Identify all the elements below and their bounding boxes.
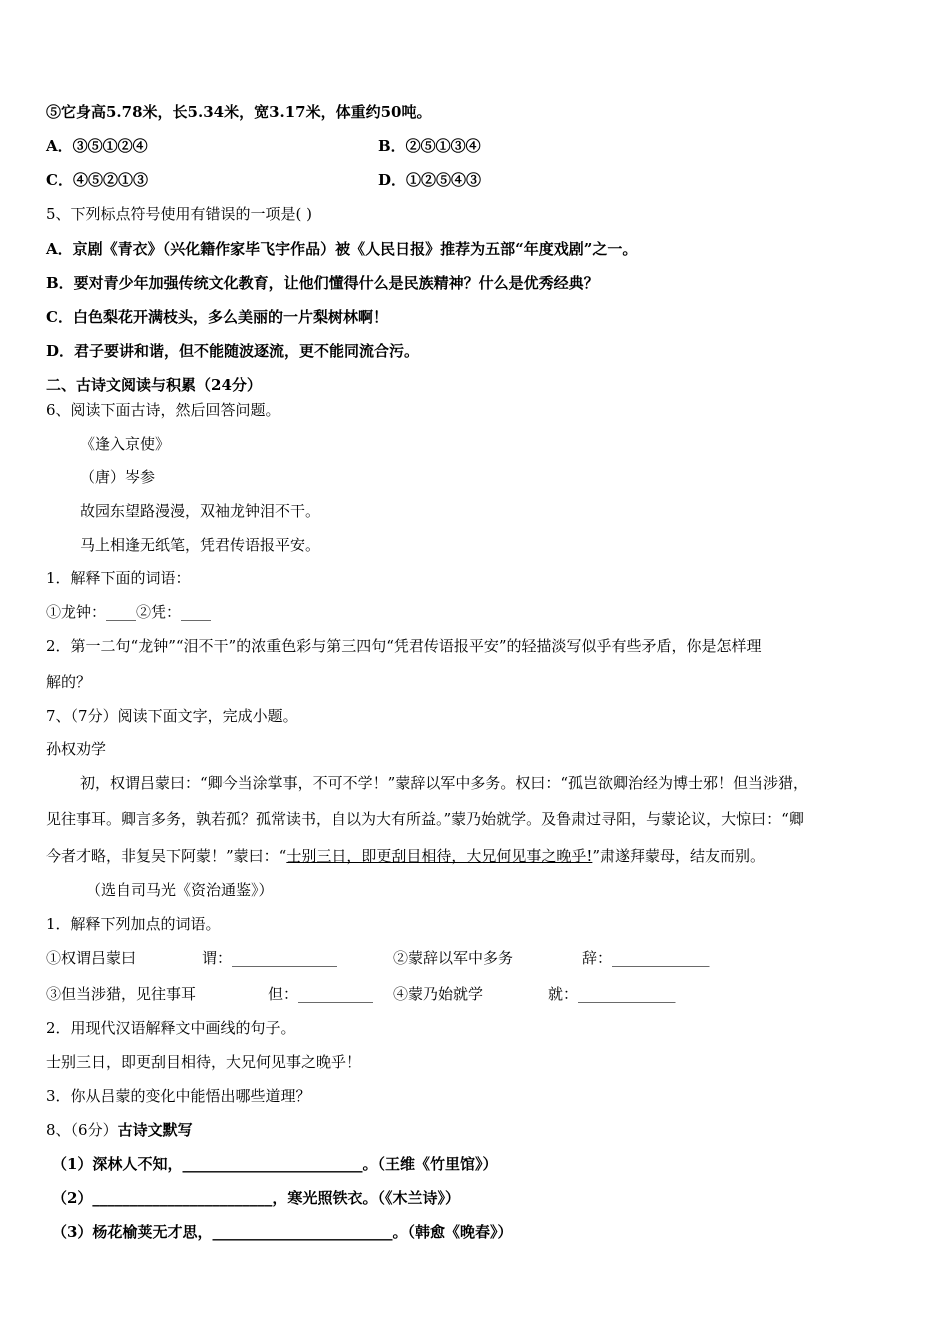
passage-source: （选自司马光《资治通鉴》） [86, 881, 274, 899]
q7-sub1: 1．解释下列加点的词语。 [46, 915, 221, 933]
q5-option-c: C．白色梨花开满枝头，多么美丽的一片梨树林啊！ [46, 308, 388, 326]
q4-option-b: B．②⑤①③④ [378, 137, 481, 155]
section2-heading: 二、古诗文阅读与积累（24分） [46, 376, 262, 394]
underlined-sentence: 士别三日，即更刮目相待，大兄何见事之晚乎! [286, 847, 593, 865]
q8-line-1: （1）深林人不知，________________________。（王维《竹里馆》） [52, 1155, 498, 1173]
q5-stem [46, 203, 312, 225]
q7-stem: 7、（7分）阅读下面文字，完成小题。 [46, 707, 298, 725]
q5-option-d: D．君子要讲和谐，但不能随波逐流，更不能同流合污。 [46, 342, 420, 360]
q8-line-2: （2）________________________，寒光照铁衣。（《木兰诗》） [52, 1189, 460, 1207]
q4-option-c: C．④⑤②①③ [46, 171, 148, 189]
q8-stem [46, 1119, 193, 1141]
q7-sub2-sentence: 士别三日，即更刮目相待，大兄何见事之晚乎！ [46, 1053, 362, 1071]
poem-line-2: 马上相逢无纸笔，凭君传语报平安。 [80, 536, 321, 554]
q5-option-a: A．京剧《青衣》（兴化籍作家毕飞宇作品）被《人民日报》推荐为五部“年度戏剧”之一。 [46, 240, 638, 258]
q7-word-1: ①权谓吕蒙曰 [46, 949, 137, 967]
passage-para-3-b: ”肃遂拜蒙母，结友而别。 [592, 847, 766, 865]
q8-stem-title: 古诗文默写 [117, 1121, 193, 1139]
passage-para-2: 见往事耳。卿言多务，孰若孤？孤常读书，自以为大有所益。”蒙乃始就学。及鲁肃过寻阳，与蒙论议，大惊曰：“卿 [46, 810, 804, 828]
passage-para-3 [46, 845, 765, 867]
q7-word-3: ③但当涉猎，见往事耳 [46, 985, 197, 1003]
q8-line-3: （3）杨花榆荚无才思，________________________。（韩愈《晚春》） [52, 1223, 513, 1241]
q7-sub2: 2．用现代汉语解释文中画线的句子。 [46, 1019, 296, 1037]
q7-word-1-answer: 谓：______________ [202, 949, 338, 967]
passage-para-1: 初，权谓吕蒙曰：“卿今当涂掌事，不可不学！”蒙辞以军中多务。权曰：“孤岂欲卿治经为博士邪！但当涉猎， [80, 774, 809, 792]
q7-word-3-answer: 但：__________ [268, 985, 374, 1003]
q7-sub3: 3．你从吕蒙的变化中能悟出哪些道理？ [46, 1087, 311, 1105]
q5-stem-text: 5、下列标点符号使用有错误的一项是( ) [46, 205, 313, 223]
q6-sub1: 1．解释下面的词语： [46, 569, 191, 587]
q5-option-b: B．要对青少年加强传统文化教育，让他们懂得什么是民族精神？什么是优秀经典？ [46, 274, 599, 292]
q7-word-2-answer: 辞：_____________ [582, 949, 710, 967]
q6-sub1-items: ①龙钟：____②凭：____ [46, 603, 212, 621]
passage-para-3-a: 今者才略，非复吴下阿蒙！”蒙曰：“ [46, 847, 287, 865]
q7-word-2: ②蒙辞以军中多务 [393, 949, 514, 967]
q7-word-4: ④蒙乃始就学 [393, 985, 484, 1003]
q8-stem-score: 8、（6分） [46, 1121, 118, 1139]
q6-sub2-line1: 2．第一二句“龙钟”“泪不干”的浓重色彩与第三四句“凭君传语报平安”的轻描淡写似乎有些矛盾，你是怎样理 [46, 637, 762, 655]
q4-option-a: A．③⑤①②④ [46, 137, 148, 155]
poem-title: 《逢入京使》 [80, 435, 171, 453]
q7-word-4-answer: 就：_____________ [548, 985, 676, 1003]
q4-item5: ⑤它身高5.78米，长5.34米，宽3.17米，体重约50吨。 [46, 103, 432, 121]
poem-author: （唐）岑参 [80, 468, 156, 486]
poem-line-1: 故园东望路漫漫，双袖龙钟泪不干。 [80, 502, 321, 520]
passage-title: 孙权劝学 [46, 740, 107, 758]
q4-option-d: D．①②⑤④③ [378, 171, 482, 189]
q6-sub2-line2: 解的？ [46, 673, 92, 691]
q6-stem: 6、阅读下面古诗，然后回答问题。 [46, 401, 281, 419]
